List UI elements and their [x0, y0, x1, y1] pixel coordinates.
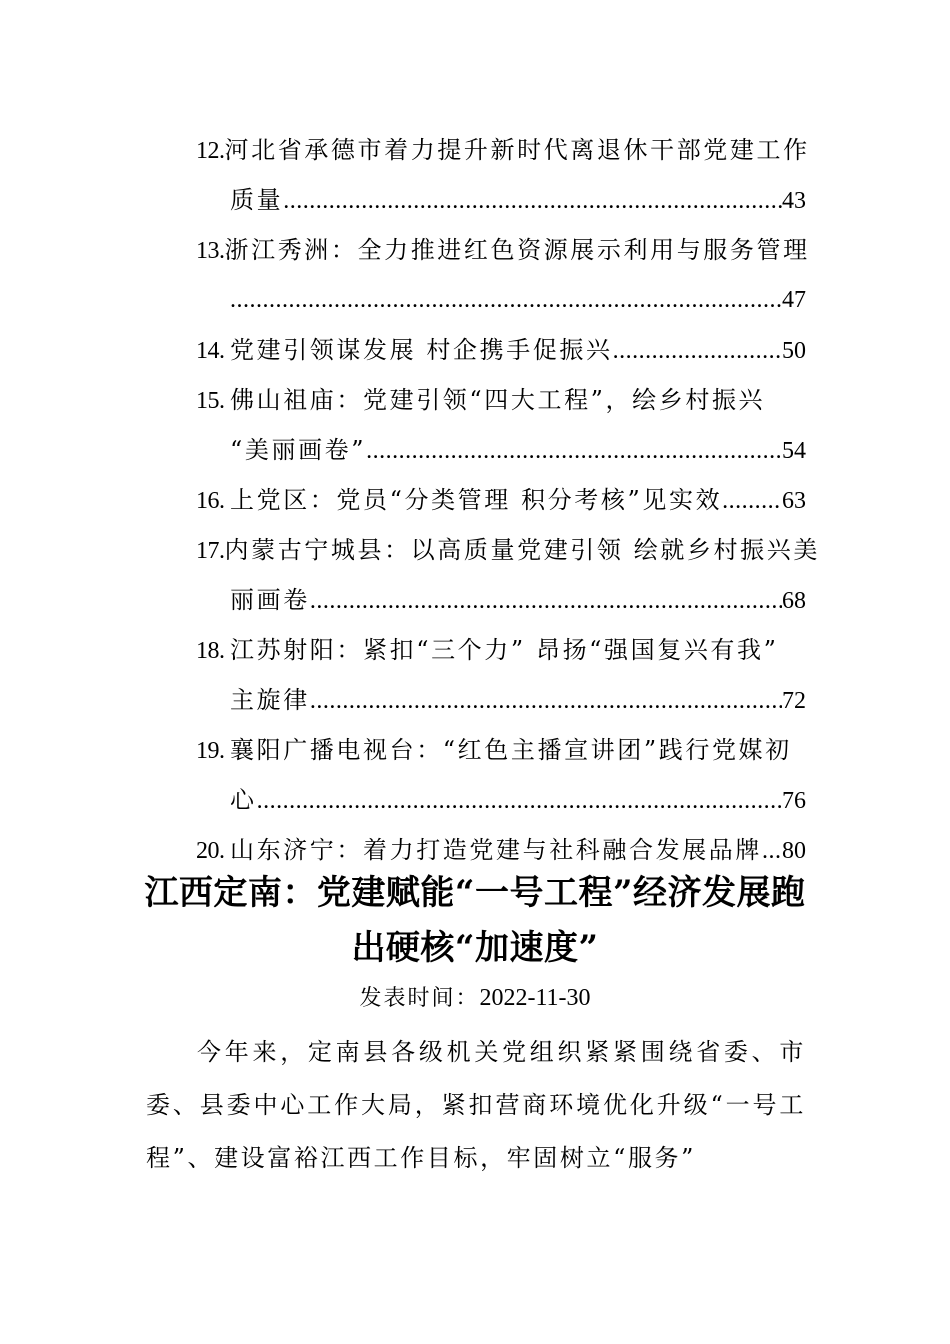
toc-entry-19-cont[interactable] — [196, 775, 806, 825]
toc-leader — [310, 676, 782, 726]
toc-page: 50 — [782, 338, 806, 364]
toc-title: 佛山祖庙：党建引领“四大工程”，绘乡村振兴 — [230, 386, 766, 414]
toc-title-cont: “美丽画卷” — [230, 436, 367, 464]
toc-entry-17[interactable] — [196, 525, 820, 575]
toc-page: 68 — [782, 588, 806, 614]
publish-date-value: 2022-11-30 — [479, 985, 591, 1011]
toc-title: 河北省承德市着力提升新时代离退休干部党建工作 — [224, 136, 810, 164]
toc-title: 上党区：党员“分类管理 积分考核”见实效 — [230, 486, 723, 514]
toc-entry-12-cont[interactable] — [196, 175, 806, 225]
toc-entry-14[interactable] — [196, 325, 806, 375]
toc-entry-15[interactable] — [196, 375, 806, 425]
toc-page: 54 — [782, 438, 806, 464]
toc-leader — [257, 776, 782, 826]
toc-leader — [310, 576, 782, 626]
toc-title: 江苏射阳：紧扣“三个力” 昂扬“强国复兴有我” — [230, 636, 779, 664]
toc-entry-17-cont[interactable] — [196, 575, 806, 625]
toc-entry-18[interactable] — [196, 625, 806, 675]
toc-title-cont: 心 — [230, 786, 257, 814]
toc-title-cont: 主旋律 — [230, 686, 310, 714]
toc-title: 党建引领谋发展 村企携手促振兴 — [230, 336, 613, 364]
toc-number: 17. — [196, 538, 225, 564]
toc-number: 13. — [196, 238, 225, 264]
toc-entry-13[interactable] — [196, 225, 810, 275]
toc-title-cont: 丽画卷 — [230, 586, 310, 614]
toc-page: 63 — [782, 488, 806, 514]
toc-number: 18. — [196, 638, 225, 664]
toc-number: 19. — [196, 738, 225, 764]
toc-page: 43 — [782, 188, 806, 214]
toc-entry-19[interactable] — [196, 725, 806, 775]
article-paragraph: 今年来，定南县各级机关党组织紧紧围绕省委、市委、县委中心工作大局，紧扣营商环境优化升级“一号工程”、建设富裕江西工作目标，牢固树立“服务” — [146, 1038, 806, 1172]
toc-leader — [283, 176, 782, 226]
toc-title: 山东济宁：着力打造党建与社科融合发展品牌 — [230, 836, 762, 864]
toc-number: 12. — [196, 138, 225, 164]
toc-leader — [613, 326, 782, 376]
toc-number: 14. — [196, 338, 225, 364]
toc-leader — [230, 275, 782, 325]
toc-title: 内蒙古宁城县：以高质量党建引领 绘就乡村振兴美 — [224, 536, 820, 564]
toc-title: 襄阳广播电视台：“红色主播宣讲团”践行党媒初 — [230, 736, 792, 764]
toc-entry-16[interactable] — [196, 475, 806, 525]
toc-entry-12[interactable] — [196, 125, 810, 175]
toc-entry-15-cont[interactable] — [196, 425, 806, 475]
toc-page: 76 — [782, 788, 806, 814]
toc-leader — [722, 476, 782, 526]
toc-leader — [366, 426, 782, 476]
publish-date-label: 发表时间： — [359, 986, 480, 1011]
toc-page: 72 — [782, 688, 806, 714]
toc-number: 16. — [196, 488, 225, 514]
article-title: 江西定南：党建赋能“一号工程”经济发展跑出硬核“加速度” — [144, 873, 806, 968]
toc-number: 15. — [196, 388, 225, 414]
toc-title-cont: 质量 — [230, 186, 284, 214]
toc-page: 80 — [782, 838, 806, 864]
toc-page: 47 — [782, 287, 806, 313]
toc-number: 20. — [196, 838, 225, 864]
publish-date — [0, 980, 950, 1017]
toc-entry-13-cont[interactable] — [196, 275, 806, 325]
toc-entry-18-cont[interactable] — [196, 675, 806, 725]
toc-title: 浙江秀洲：全力推进红色资源展示利用与服务管理 — [224, 236, 810, 264]
table-of-contents — [196, 125, 820, 875]
